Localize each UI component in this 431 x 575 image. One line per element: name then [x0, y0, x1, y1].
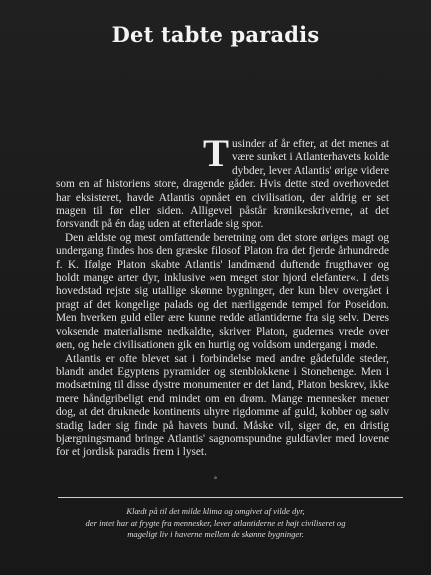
- image-caption: [40, 506, 391, 541]
- paragraph-3: Atlantis er ofte blevet sat i forbindelse med andre gådefulde steder, blandt andet Egyptens pyramider og stenblokkene i Stonehenge. Men i modsætning til disse dystre monumenter er det land, Platon beskrev, ikke mere håndgribeligt end mindet om en drøm. Mange mennesker mener dog, at det druknede kontinents uhyre rigdomme af guld, kobber og sølv stadig lader sig finde på havets bund. Måske vil, siger de, en dristig bjærgningsmand bringe Atlantis' sagnomspundne guldtavler med lovene for et jordisk paradis frem i lyset.: [56, 352, 389, 459]
- divider-rule: [58, 497, 403, 498]
- paragraph-1: [56, 132, 389, 232]
- caption-line: der intet har at frygte fra mennesker, lever atlantiderne et højt civiliseret og: [85, 517, 346, 528]
- caption-line: Klædt på til det milde klima og omgivet af vilde dyr,: [126, 506, 305, 516]
- paragraph-2: Den ældste og mest omfattende beretning om det store øriges magt og undergang findes hos den græske filosof Platon fra det fjerde århundrede f. K. Ifølge Platon skabte Atlantis' landmænd duftende frugthaver og holdt mange arter dyr, inklusive »en meget stor hjord elefanter«. I dets hovedstad rejste sig utallige skønne bygninger, der kun blev overgået i pragt af det kongelige palads og det nærliggende tempel for Poseidon. Men hverken guld eller ære kunne redde atlantiderne fra sig selv. Deres voksende materialisme nedkaldte, skriver Platon, gudernes vrede over øen, og hele civilisationen gik en hurtig og voldsom undergang i møde.: [56, 231, 389, 352]
- body-text: [56, 132, 389, 460]
- page-title: Det tabte paradis: [111, 22, 320, 47]
- drop-cap: T: [203, 132, 230, 175]
- caption-line: mageligt liv i haverne mellem de skønne bygninger.: [127, 529, 304, 540]
- ornament-mark: °: [213, 476, 218, 484]
- paragraph-1-text: usinder af år efter, at det menes at være sunket i Atlanterhavets kolde dybder, lever Atlantis' ørige videre som en af historiens store, dragende gåder. Hvis dette sted overhovedet har eksisteret, havde Atlantis opnået en civilisation, der aldrig er set magen til før eller siden. Alligevel påstår krønikeskriverne, at det forsvandt på én dag uden at efterlade sig spor.: [56, 138, 389, 231]
